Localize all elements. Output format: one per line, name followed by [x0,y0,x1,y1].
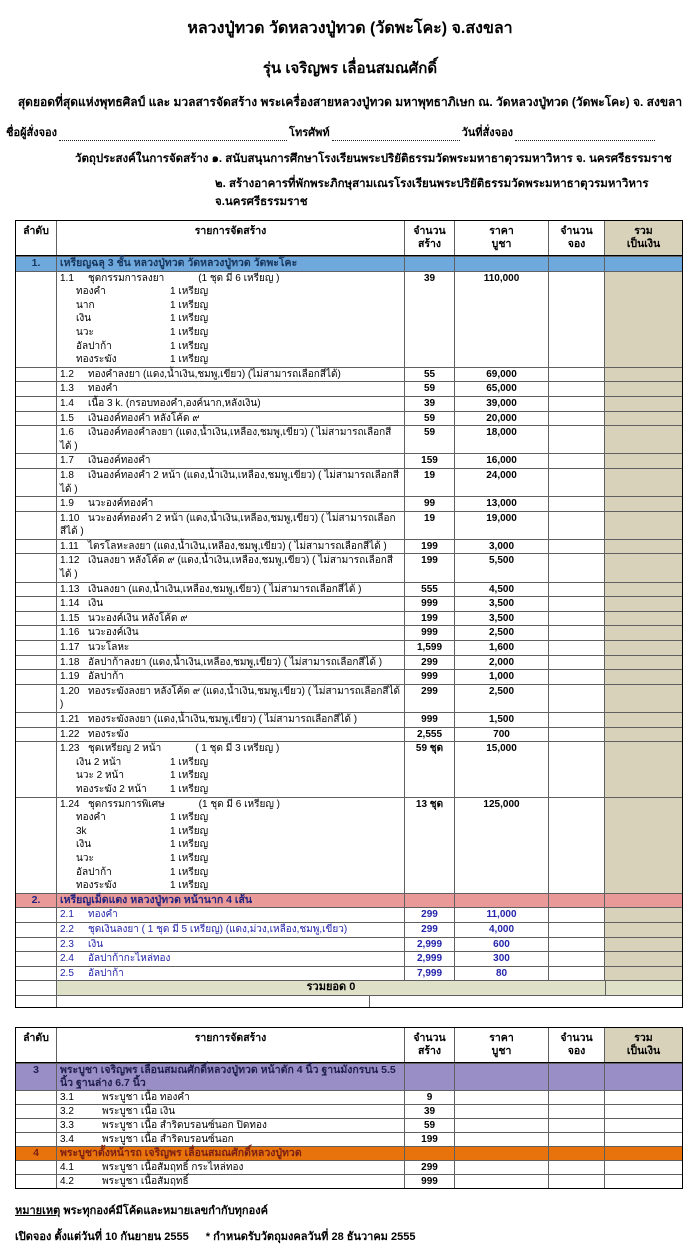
sub-item-row: นวะ 1 เหรียญ [76,852,209,864]
qty-reserved-cell[interactable] [548,908,604,922]
price-cell [454,1105,548,1118]
table-row [16,468,682,496]
item-cell: 1.4 เนื้อ 3 k. (กรอบทองคำ,องค์นาก,หลังเงิน) [56,397,404,411]
price-cell [454,1175,548,1188]
footer [15,1201,700,1245]
total-amount-cell[interactable] [604,1175,682,1188]
total-amount-cell[interactable] [604,713,682,727]
item-cell: 2.3 เงิน [56,938,404,952]
table-row [16,684,682,712]
qty-made-cell: 555 [404,583,454,597]
table-row [16,496,682,511]
qty-reserved-cell[interactable] [548,1119,604,1132]
column-header: ลำดับ [23,225,49,237]
qty-made-cell: 55 [404,368,454,382]
qty-made-cell: 199 [404,554,454,581]
table-row [16,396,682,411]
sub-item-row: ทองคำ 1 เหรียญ [76,812,209,824]
qty-made-cell: 299 [404,908,454,922]
price-cell [454,1119,548,1132]
price-cell: 3,500 [454,612,548,626]
qty-made-cell: 59 [404,412,454,426]
qty-reserved-cell[interactable] [548,554,604,581]
table-row [16,411,682,426]
price-cell: 16,000 [454,454,548,468]
table-row [16,1090,682,1104]
total-amount-cell[interactable] [604,626,682,640]
qty-reserved-cell[interactable] [548,612,604,626]
orderer-name-label: ชื่อผู้สั่งจอง [6,127,58,139]
item-cell: 1.10 นวะองค์ทองคำ 2 หน้า (แดง,น้ำเงิน,เหลือง,ชมพู,เขียว) ( ไม่สามารถเลือกสีได้ ) [56,512,404,539]
qty-made-cell: 999 [404,626,454,640]
column-header: จำนวน สร้าง [404,1028,454,1062]
sub-item-row: นวะ 1 เหรียญ [76,326,209,338]
qty-made-cell: 59 [404,382,454,396]
section-header-row [16,256,682,271]
qty-made-cell: 2,999 [404,952,454,966]
price-cell: 1,500 [454,713,548,727]
qty-made-cell: 59 [404,1119,454,1132]
item-cell: 1.7 เงินองค์ทองคำ [56,454,404,468]
column-header: จำนวน จอง [548,221,604,255]
subtitle: สุดยอดที่สุดแห่งพุทธศิลป์ และ มวลสารจัดสร้าง พระเครื่องสายหลวงปู่ทวด มหาพุทธาภิเษก ณ. วัดหลวงปู่ทวด (วัดพะโคะ) จ. สงขลา [17,95,683,109]
table-row [16,582,682,597]
qty-made-cell: 299 [404,685,454,712]
table-row [16,951,682,966]
qty-reserved-cell[interactable] [548,713,604,727]
table-row [16,271,682,367]
qty-reserved-cell[interactable] [548,1133,604,1146]
note-line [15,1201,700,1219]
column-header: รวม เป็นเงิน [604,221,682,255]
total-amount-cell[interactable] [604,612,682,626]
sub-item-row: ทองคำ 1 เหรียญ [76,286,209,298]
column-header: ราคา บูชา [454,221,548,255]
total-amount-cell[interactable] [604,938,682,952]
purpose-line-1: วัตถุประสงค์ในการจัดสร้าง ๑. สนับสนุนการศึกษาโรงเรียนพระปริยัติธรรมวัดพระมหาธาตุวรมหาวิหาร จ. นครศรีธรรมราช [75,153,672,165]
section-number: 1. [31,257,41,269]
order-form-page [0,16,700,1243]
table-row [16,425,682,453]
qty-reserved-cell[interactable] [548,626,604,640]
table-row [16,625,682,640]
sub-item-row: ทองระฆัง 2 หน้า 1 เหรียญ [76,783,209,795]
table-row [16,741,682,796]
total-amount-cell[interactable] [604,412,682,426]
qty-reserved-cell[interactable] [548,412,604,426]
qty-made-cell: 199 [404,612,454,626]
qty-reserved-cell[interactable] [548,469,604,496]
total-amount-cell[interactable] [604,272,682,367]
qty-reserved-cell[interactable] [548,583,604,597]
total-amount-cell[interactable] [604,469,682,496]
qty-made-cell: 999 [404,670,454,684]
total-label: รวมยอด 0 [56,981,605,995]
price-cell [454,1161,548,1174]
item-cell: 1.16 นวะองค์เงิน [56,626,404,640]
section-header-row [16,893,682,908]
column-header: จำนวน จอง [548,1028,604,1062]
price-cell: 24,000 [454,469,548,496]
table-row [16,797,682,893]
price-cell: 80 [454,967,548,981]
qty-made-cell: 299 [404,656,454,670]
qty-reserved-cell[interactable] [548,728,604,742]
table-row [16,1132,682,1146]
total-sum-cell [605,981,682,995]
sub-item-row: นวะ 2 หน้า 1 เหรียญ [76,770,209,782]
column-header: รวม เป็นเงิน [604,1028,682,1062]
order-table-coins [15,220,683,1008]
table-row [16,539,682,554]
qty-made-cell: 1,599 [404,641,454,655]
table-row [16,453,682,468]
item-cell: 1.20 ทองระฆังลงยา หลังโค้ด ๙ (แดง,น้ำเงิน,ชมพู,เขียว) ( ไม่สามารถเลือกสีได้ ) [56,685,404,712]
qty-reserved-cell[interactable] [548,952,604,966]
total-amount-cell[interactable] [604,798,682,893]
table-row [16,937,682,952]
column-header: ราคา บูชา [454,1028,548,1062]
qty-made-cell: 59 ชุด [404,742,454,796]
qty-reserved-cell[interactable] [548,923,604,937]
table-gap [0,1008,700,1018]
total-amount-cell[interactable] [604,1105,682,1118]
qty-made-cell: 99 [404,497,454,511]
page-title: หลวงปู่ทวด วัดหลวงปู่ทวด (วัดพะโคะ) จ.สงขลา [187,20,513,37]
qty-made-cell: 7,999 [404,967,454,981]
qty-reserved-cell[interactable] [548,685,604,712]
sub-item-row: นาก 1 เหรียญ [76,299,209,311]
total-amount-cell[interactable] [604,583,682,597]
item-cell: 1.15 นวะองค์เงิน หลังโค้ด ๙ [56,612,404,626]
total-amount-cell[interactable] [604,952,682,966]
price-cell: 13,000 [454,497,548,511]
table-row [16,966,682,981]
total-amount-cell[interactable] [604,923,682,937]
qty-made-cell: 39 [404,272,454,367]
table-row [16,1118,682,1132]
qty-reserved-cell[interactable] [548,938,604,952]
price-cell: 1,600 [454,641,548,655]
sub-item-row: เงิน 1 เหรียญ [76,839,209,851]
qty-reserved-cell[interactable] [548,656,604,670]
qty-reserved-cell[interactable] [548,742,604,796]
total-amount-cell[interactable] [604,512,682,539]
orderer-name-field[interactable] [59,127,287,141]
qty-made-cell: 999 [404,1175,454,1188]
item-cell: 2.4 อัลปาก้ากะไหล่ทอง [56,952,404,966]
column-header: ลำดับ [23,1031,49,1044]
total-amount-cell[interactable] [604,382,682,396]
qty-made-cell: 199 [404,540,454,554]
table-row [16,381,682,396]
sub-item-row: ทองระฆัง 1 เหรียญ [76,354,209,366]
total-amount-cell[interactable] [604,1091,682,1104]
total-amount-cell[interactable] [604,656,682,670]
item-cell: 3.3 พระบูชา เนื้อ สำริดบรอนซ์นอก ปิดทอง [56,1119,404,1132]
table-row [16,611,682,626]
qty-reserved-cell[interactable] [548,397,604,411]
qty-made-cell: 39 [404,1105,454,1118]
table-row [16,1104,682,1118]
table-row [16,553,682,581]
total-amount-cell[interactable] [604,597,682,611]
qty-reserved-cell[interactable] [548,967,604,981]
qty-reserved-cell[interactable] [548,597,604,611]
sub-item-row: อัลปาก้า 1 เหรียญ [76,340,209,352]
qty-made-cell: 999 [404,597,454,611]
qty-made-cell: 999 [404,713,454,727]
price-cell: 3,000 [454,540,548,554]
item-cell: 2.5 อัลปาก้า [56,967,404,981]
item-cell: 1.19 อัลปาก้า [56,670,404,684]
price-cell: 1,000 [454,670,548,684]
item-cell: 1.2 ทองคำลงยา (แดง,น้ำเงิน,ชมพู,เขียว) (ไม่สามารถเลือกสีได้) [56,368,404,382]
total-amount-cell[interactable] [604,685,682,712]
section-number: 2. [31,893,41,906]
total-amount-cell[interactable] [604,397,682,411]
price-cell: 2,500 [454,626,548,640]
item-cell: 1.3 ทองคำ [56,382,404,396]
price-cell: 4,500 [454,583,548,597]
item-cell: 3.4 พระบูชา เนื้อ สำริดบรอนซ์นอก [56,1133,404,1146]
total-amount-cell[interactable] [604,1133,682,1146]
price-cell: 700 [454,728,548,742]
qty-made-cell: 299 [404,923,454,937]
price-cell: 20,000 [454,412,548,426]
price-cell: 300 [454,952,548,966]
total-row [16,980,682,995]
order-date-field[interactable] [515,127,655,141]
note-text: พระทุกองค์มีโค้ดและหมายเลขกำกับทุกองค์ [63,1204,268,1217]
receive-date-text: * กำหนดรับวัตถุมงคลวันที่ 28 ธันวาคม 2555 [205,1230,416,1243]
section-header-row [16,1146,682,1160]
table-row [16,596,682,611]
qty-reserved-cell[interactable] [548,368,604,382]
qty-reserved-cell[interactable] [548,540,604,554]
note-label: หมายเหตุ [15,1204,61,1217]
total-amount-cell[interactable] [604,641,682,655]
total-amount-cell[interactable] [604,497,682,511]
phone-label: โทรศัพท์ [289,127,330,139]
qty-made-cell: 19 [404,469,454,496]
edition-title: รุ่น เจริญพร เลื่อนสมณศักดิ์ [262,60,438,77]
price-cell: 3,500 [454,597,548,611]
booking-open-text: เปิดจอง ตั้งแต่วันที่ 10 กันยายน 2555 [15,1230,189,1243]
total-amount-cell[interactable] [604,728,682,742]
table-row [16,922,682,937]
qty-made-cell: 299 [404,1161,454,1174]
table-row [16,640,682,655]
item-cell: 4.2 พระบูชา เนื้อสัมฤทธิ์ [56,1175,404,1188]
qty-made-cell: 9 [404,1091,454,1104]
qty-reserved-cell[interactable] [548,798,604,893]
table-row [16,727,682,742]
price-cell: 4,000 [454,923,548,937]
qty-reserved-cell[interactable] [548,641,604,655]
price-cell: 18,000 [454,426,548,453]
item-cell: 1.24 ชุดกรรมการพิเศษ (1 ชุด มี 6 เหรียญ ) ทองคำ 1 เหรียญ 3k 1 เหรียญ เงิน 1 เหรียญ นวะ 1 เหรียญ อัลปาก้า 1 เหรียญ ทองระฆัง 1 เหรียญ [56,798,404,893]
item-cell: 1.6 เงินองค์ทองคำลงยา (แดง,น้ำเงิน,เหลือง,ชมพู,เขียว) ( ไม่สามารถเลือกสีได้ ) [56,426,404,453]
qty-reserved-cell[interactable] [548,512,604,539]
qty-reserved-cell[interactable] [548,1175,604,1188]
item-cell: 1.22 ทองระฆัง [56,728,404,742]
price-cell: 69,000 [454,368,548,382]
item-cell: 1.14 เงิน [56,597,404,611]
empty-row [16,995,682,1007]
item-cell: 1.18 อัลปาก้าลงยา (แดง,น้ำเงิน,เหลือง,ชมพู,เขียว) ( ไม่สามารถเลือกสีได้ ) [56,656,404,670]
section-number: 3 [33,1063,39,1076]
total-amount-cell[interactable] [604,1161,682,1174]
item-cell: 3.2 พระบูชา เนื้อ เงิน [56,1105,404,1118]
qty-made-cell: 2,555 [404,728,454,742]
sub-item-row: อัลปาก้า 1 เหรียญ [76,866,209,878]
price-cell: 19,000 [454,512,548,539]
qty-made-cell: 13 ชุด [404,798,454,893]
price-cell: 39,000 [454,397,548,411]
qty-reserved-cell[interactable] [548,426,604,453]
price-cell: 15,000 [454,742,548,796]
qty-reserved-cell[interactable] [548,382,604,396]
price-cell: 125,000 [454,798,548,893]
price-cell [454,1091,548,1104]
section-title: เหรียญฉลุ 3 ชั้น หลวงปู่ทวด วัดหลวงปู่ทวด วัดพะโคะ [56,257,404,271]
section-header-row [16,1063,682,1090]
qty-reserved-cell[interactable] [548,1105,604,1118]
total-amount-cell[interactable] [604,554,682,581]
item-cell: 1.11 ไตรโลหะลงยา (แดง,น้ำเงิน,เหลือง,ชมพู,เขียว) ( ไม่สามารถเลือกสีได้ ) [56,540,404,554]
sub-item-row: 3k 1 เหรียญ [76,825,209,837]
section-number: 4 [33,1146,39,1159]
table-row [16,1160,682,1174]
column-header: รายการจัดสร้าง [56,1028,404,1062]
phone-field[interactable] [332,127,460,141]
price-cell [454,1133,548,1146]
sub-item-row: ทองระฆัง 1 เหรียญ [76,880,209,892]
item-cell: 1.21 ทองระฆังลงยา (แดง,น้ำเงิน,ชมพู,เขียว) ( ไม่สามารถเลือกสีได้ ) [56,713,404,727]
total-amount-cell[interactable] [604,426,682,453]
total-amount-cell[interactable] [604,967,682,981]
item-cell: 1.17 นวะโลหะ [56,641,404,655]
qty-made-cell: 159 [404,454,454,468]
qty-reserved-cell[interactable] [548,1161,604,1174]
sub-item-row: เงิน 1 เหรียญ [76,313,209,325]
price-cell: 65,000 [454,382,548,396]
price-cell: 5,500 [454,554,548,581]
total-amount-cell[interactable] [604,368,682,382]
price-cell: 11,000 [454,908,548,922]
qty-reserved-cell[interactable] [548,670,604,684]
section-title: พระบูชาตั้งหน้ารถ เจริญพร เลื่อนสมณศักดิ์หลวงปู่ทวด [56,1147,404,1160]
item-cell: 1.5 เงินองค์ทองคำ หลังโค้ด ๙ [56,412,404,426]
item-cell: 2.1 ทองคำ [56,908,404,922]
item-cell: 1.23 ชุดเหรียญ 2 หน้า ( 1 ชุด มี 3 เหรียญ ) เงิน 2 หน้า 1 เหรียญ นวะ 2 หน้า 1 เหรียญ ทองระฆัง 2 หน้า 1 เหรียญ [56,742,404,796]
item-cell: 1.13 เงินลงยา (แดง,น้ำเงิน,เหลือง,ชมพู,เขียว) ( ไม่สามารถเลือกสีได้ ) [56,583,404,597]
total-amount-cell[interactable] [604,540,682,554]
item-cell: 4.1 พระบูชา เนื้อสัมฤทธิ์ กระไหล่ทอง [56,1161,404,1174]
total-amount-cell[interactable] [604,1119,682,1132]
purpose-line-2: ๒. สร้างอาคารที่พักพระภิกษุสามเณรโรงเรียนพระปริยัติธรรมวัดพระมหาธาตุวรมหาวิหาร จ.นครศรีธรรมราช [215,178,649,208]
table-row [16,655,682,670]
qty-reserved-cell[interactable] [548,454,604,468]
qty-made-cell: 39 [404,397,454,411]
item-cell: 1.12 เงินลงยา หลังโค้ด ๙ (แดง,น้ำเงิน,เหลือง,ชมพู,เขียว) ( ไม่สามารถเลือกสีได้ ) [56,554,404,581]
qty-reserved-cell[interactable] [548,497,604,511]
table-row [16,712,682,727]
order-table-statues [15,1027,683,1189]
section-title: พระบูชา เจริญพร เลื่อนสมณศักดิ์หลวงปู่ทวด หน้าตัก 4 นิ้ว ฐานมังกรบน 5.5 นิ้ว ฐานล่าง 6.7 นิ้ว [56,1064,404,1090]
qty-made-cell: 199 [404,1133,454,1146]
qty-made-cell: 2,999 [404,938,454,952]
booking-line [15,1227,700,1245]
qty-reserved-cell[interactable] [548,272,604,367]
table-row [16,907,682,922]
price-cell: 2,500 [454,685,548,712]
table-row [16,1174,682,1188]
price-cell: 110,000 [454,272,548,367]
qty-made-cell: 19 [404,512,454,539]
item-cell: 2.2 ชุดเงินลงยา ( 1 ชุด มี 5 เหรียญ) (แดง,ม่วง,เหลือง,ชมพู,เขียว) [56,923,404,937]
order-info-line [6,123,690,141]
sub-item-row: เงิน 2 หน้า 1 เหรียญ [76,756,209,768]
section-title: เหรียญเม็ดแตง หลวงปู่ทวด หน้านาก 4 เส้น [56,894,404,908]
table-header-row [16,221,682,256]
item-cell: 1.8 เงินองค์ทองคำ 2 หน้า (แดง,น้ำเงิน,เหลือง,ชมพู,เขียว) ( ไม่สามารถเลือกสีได้ ) [56,469,404,496]
total-amount-cell[interactable] [604,742,682,796]
table-header-row [16,1028,682,1063]
price-cell: 2,000 [454,656,548,670]
total-amount-cell[interactable] [604,454,682,468]
column-header: รายการจัดสร้าง [56,221,404,255]
order-date-label: วันที่สั่งจอง [461,127,514,139]
total-amount-cell[interactable] [604,670,682,684]
item-cell: 1.9 นวะองค์ทองคำ [56,497,404,511]
table-row [16,511,682,539]
total-amount-cell[interactable] [604,908,682,922]
price-cell: 600 [454,938,548,952]
table-row [16,669,682,684]
table-row [16,367,682,382]
item-cell: 3.1 พระบูชา เนื้อ ทองคำ [56,1091,404,1104]
item-cell: 1.1 ชุดกรรมการลงยา (1 ชุด มี 6 เหรียญ ) ทองคำ 1 เหรียญ นาก 1 เหรียญ เงิน 1 เหรียญ นวะ 1 เหรียญ อัลปาก้า 1 เหรียญ ทองระฆัง 1 เหรียญ [56,272,404,367]
qty-made-cell: 59 [404,426,454,453]
qty-reserved-cell[interactable] [548,1091,604,1104]
column-header: จำนวน สร้าง [404,221,454,255]
